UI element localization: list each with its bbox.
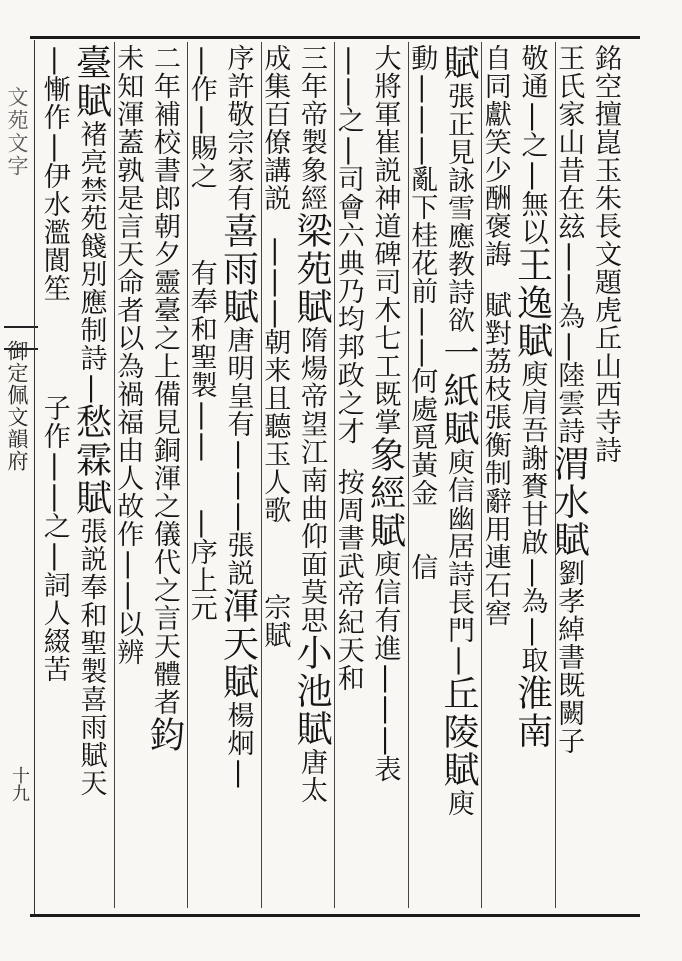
column-divider	[481, 42, 482, 908]
repeat-mark: |	[38, 131, 70, 162]
text-run	[483, 268, 508, 291]
column-divider	[408, 42, 409, 908]
text-run: 自同獻笑少酬褒誨	[479, 44, 511, 268]
text-column-6	[408, 44, 445, 906]
text-run: 取	[516, 646, 548, 674]
text-run: 銘空擅崑玉朱長文題虎丘山西寺詩	[590, 44, 621, 464]
text-run: 庾信有進	[369, 550, 401, 662]
text-run: 敬通	[516, 44, 548, 100]
repeat-mark: |	[332, 44, 364, 75]
repeat-mark: |||	[222, 438, 254, 531]
text-run: 慚作	[38, 75, 70, 131]
heading-term: 鈞	[144, 716, 185, 754]
text-column-16	[40, 44, 77, 906]
text-column-2	[548, 44, 592, 906]
text-column-13	[144, 44, 187, 906]
text-run	[336, 445, 361, 468]
text-run: 表	[369, 755, 401, 783]
text-run: 二年補校書郎朝夕靈臺之上備見銅渾之儀代之言天體者	[149, 44, 180, 716]
text-run	[42, 302, 67, 394]
text-run: 隋煬帝望江南曲仰面莫思	[296, 326, 327, 634]
repeat-mark: |	[443, 644, 474, 675]
text-run	[262, 212, 287, 235]
heading-term: 愁霖賦	[70, 403, 112, 517]
text-run: 成集百僚講説	[259, 44, 291, 212]
text-run: 序上元	[185, 538, 217, 622]
text-column-10	[261, 44, 298, 906]
repeat-mark: |	[185, 44, 217, 75]
heading-term: 賦	[438, 44, 479, 82]
repeat-mark: |	[38, 540, 70, 571]
text-run: 按周書武帝紀天和	[332, 468, 364, 692]
repeat-mark: ||	[553, 240, 585, 302]
text-column-11	[217, 44, 261, 906]
repeat-mark: |	[185, 507, 217, 538]
repeat-mark: ||	[406, 305, 438, 367]
text-column-3	[511, 44, 555, 906]
repeat-mark: |	[553, 330, 585, 361]
text-run: 亂下桂花前	[406, 165, 438, 305]
text-run: 伊水濫閬笙	[38, 162, 70, 302]
text-run: 序許敬宗家有	[222, 44, 254, 212]
repeat-mark: |||	[406, 72, 438, 165]
heading-term: 渭水賦	[548, 445, 590, 559]
heading-term: 淮南	[511, 674, 553, 750]
text-run: 劉孝綽書既闕子	[553, 559, 585, 755]
text-run: 三年帝製象經	[296, 44, 327, 212]
text-run	[262, 524, 287, 593]
text-column-14	[114, 44, 151, 906]
margin-header: 文苑文字	[5, 86, 29, 178]
text-run: 詞人綴苦	[38, 571, 70, 683]
bottom-border-rule	[30, 914, 640, 917]
text-run: 之	[516, 131, 548, 159]
heading-term: 臺賦	[70, 44, 112, 120]
repeat-mark: |	[185, 103, 217, 134]
heading-term: 丘陵賦	[438, 675, 479, 789]
heading-term: 小池賦	[291, 634, 332, 748]
book-title: 御定佩文韻府	[5, 340, 29, 472]
repeat-mark: |	[516, 159, 548, 190]
text-run: 作	[185, 75, 217, 103]
repeat-mark: ||	[112, 548, 144, 610]
text-run: 王氏家山昔在玆	[553, 44, 585, 240]
text-run: 楊炯	[222, 701, 254, 757]
text-run: 未知渾蓋孰是言天命者以為禍福由人故作	[112, 44, 144, 548]
repeat-mark: |	[38, 44, 70, 75]
repeat-mark: |	[516, 615, 548, 646]
text-run: 褚亮禁苑餞別應制詩	[75, 120, 107, 372]
heading-term: 渾天賦	[217, 587, 259, 701]
repeat-mark: |	[516, 100, 548, 131]
text-run: 子作	[38, 394, 70, 450]
text-column-8	[334, 44, 371, 906]
text-run: 庾信幽居詩長門	[443, 448, 474, 644]
text-run: 庾肩吾謝賚甘啟	[516, 360, 548, 556]
text-run: 賦對荔枝張衡制辭用連石窖	[479, 291, 511, 627]
text-run: 宗賦	[259, 593, 291, 649]
repeat-mark: |	[75, 372, 107, 403]
text-run	[189, 461, 214, 507]
column-divider	[114, 42, 115, 908]
text-run: 張正見詠雪應教詩欲	[443, 82, 474, 334]
text-run: 張説	[222, 531, 254, 587]
text-column-7	[364, 44, 408, 906]
heading-term: 一紙賦	[438, 334, 479, 448]
text-column-5	[438, 44, 481, 906]
text-column-12	[187, 44, 224, 906]
text-run: 之	[332, 106, 364, 134]
heading-term: 喜雨賦	[217, 212, 259, 326]
heading-term: 王逸賦	[511, 246, 553, 360]
repeat-mark: ||	[185, 399, 217, 461]
text-run: 動	[406, 44, 438, 72]
repeat-mark: |||	[369, 662, 401, 755]
text-run: 大將軍崔説神道碑司木七工既掌	[369, 44, 401, 436]
text-run: 有奉和聖製	[185, 259, 217, 399]
text-run: 張説奉和聖製喜雨賦天	[75, 517, 107, 797]
text-column-1	[591, 44, 628, 906]
heading-term: 象經賦	[364, 436, 406, 550]
text-run: 以辨	[112, 610, 144, 666]
text-run: 陸雲詩	[553, 361, 585, 445]
text-run: 賜之	[185, 134, 217, 190]
text-run: 庾	[443, 789, 474, 817]
text-run: 無以	[516, 190, 548, 246]
repeat-mark: |	[516, 556, 548, 587]
text-run: 何處覓黃金	[406, 367, 438, 507]
repeat-mark: |	[222, 757, 254, 788]
top-border-rule	[30, 36, 640, 39]
text-run: 信	[406, 553, 438, 581]
repeat-mark: |	[332, 134, 364, 165]
text-run	[409, 507, 434, 553]
text-column-9	[291, 44, 334, 906]
page-number: 十九	[9, 766, 30, 802]
text-run: 之	[38, 512, 70, 540]
repeat-mark: |	[332, 75, 364, 106]
text-run	[189, 190, 214, 259]
text-column-4	[481, 44, 518, 906]
text-run: 為	[516, 587, 548, 615]
column-divider	[261, 42, 262, 908]
heading-term: 梁苑賦	[291, 212, 332, 326]
column-divider	[187, 42, 188, 908]
text-run: 為	[553, 302, 585, 330]
text-run: 司會六典乃均邦政之才	[332, 165, 364, 445]
repeat-mark: |||	[259, 235, 291, 328]
repeat-mark: ||	[38, 450, 70, 512]
text-run: 唐太	[296, 748, 327, 804]
text-run: 唐明皇有	[222, 326, 254, 438]
column-divider	[555, 42, 556, 908]
text-column-15	[70, 44, 114, 906]
text-run: 朝来且聽玉人歌	[259, 328, 291, 524]
column-divider	[334, 42, 335, 908]
